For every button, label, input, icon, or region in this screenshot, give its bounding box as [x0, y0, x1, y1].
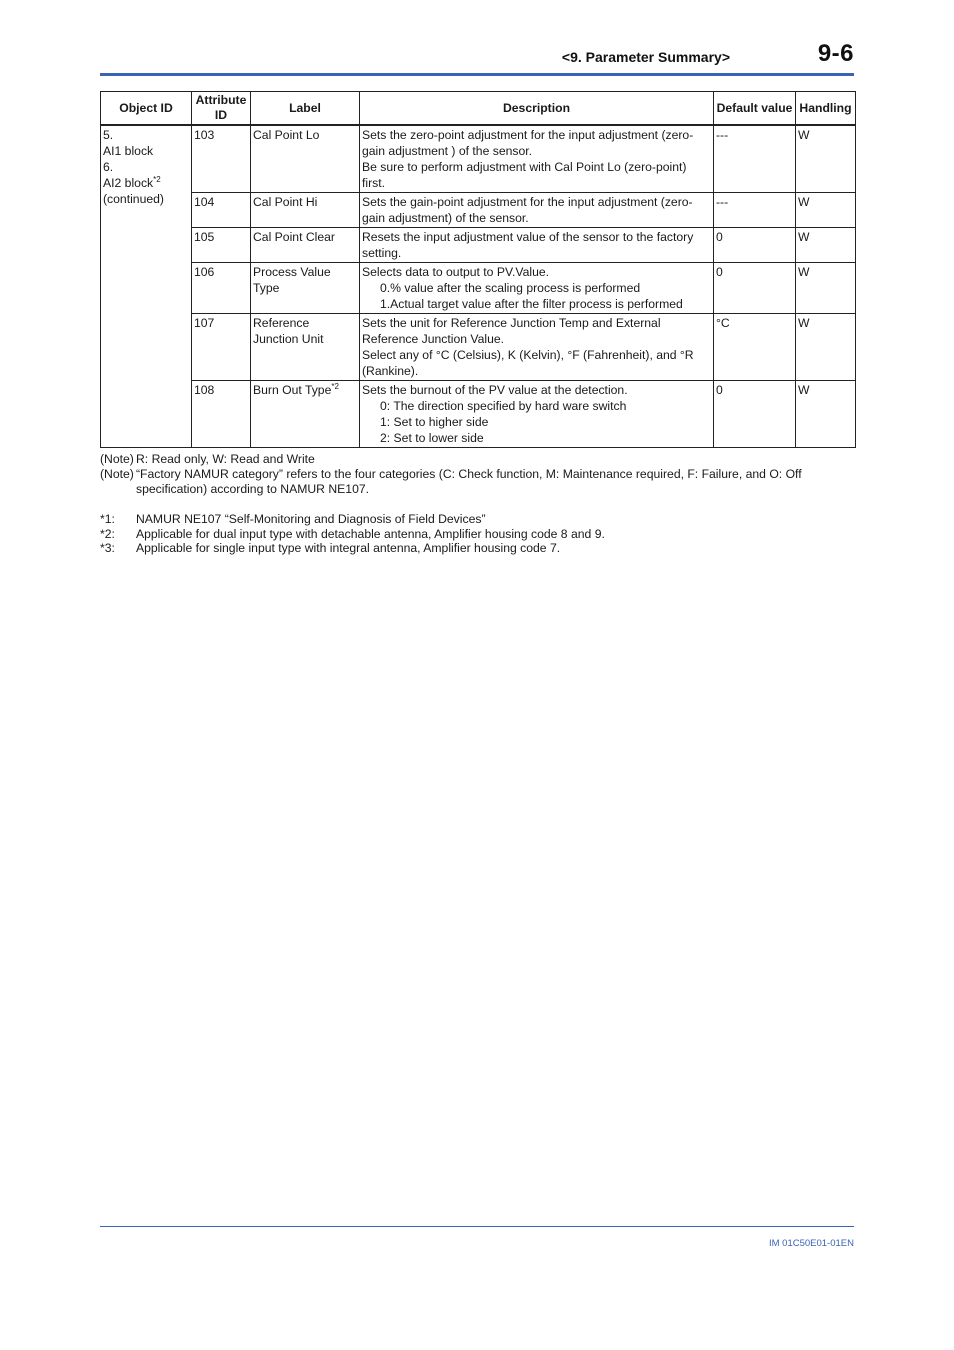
label-cell: Reference Junction Unit — [251, 314, 360, 381]
footnote-tag: *1: — [100, 512, 115, 526]
footnote-text: Applicable for single input type with integral antenna, Amplifier housing code 7. — [136, 541, 561, 555]
column-header: Handling — [796, 92, 856, 126]
description-cell — [360, 263, 714, 314]
footnote-ref: *2 — [331, 381, 339, 391]
handling-cell: W — [796, 263, 856, 314]
note-text: R: Read only, W: Read and Write — [136, 452, 315, 466]
footer-rule — [100, 1226, 854, 1227]
label-cell: Cal Point Hi — [251, 193, 360, 228]
label-cell: Process Value Type — [251, 263, 360, 314]
label-cell: Cal Point Clear — [251, 228, 360, 263]
table-row — [101, 228, 856, 263]
footnote — [100, 541, 854, 556]
attribute-id-cell: 108 — [192, 381, 251, 448]
attribute-id-cell: 106 — [192, 263, 251, 314]
header-rule — [100, 73, 854, 76]
description-line: Sets the gain-point adjustment for the input adjustment (zero-gain adjustment) of the sensor. — [362, 195, 693, 225]
footnote — [100, 512, 854, 527]
note — [100, 452, 854, 467]
description-line: Selects data to output to PV.Value. — [362, 265, 550, 279]
label-cell — [251, 381, 360, 448]
description-line: Sets the zero-point adjustment for the input adjustment (zero-gain adjustment ) of the sensor. — [362, 128, 694, 158]
attribute-id-cell: 105 — [192, 228, 251, 263]
column-header: Default value — [714, 92, 796, 126]
notes-section — [100, 452, 854, 497]
object-line: AI1 block — [103, 144, 154, 158]
handling-cell: W — [796, 193, 856, 228]
handling-cell: W — [796, 125, 856, 193]
object-line: (continued) — [103, 192, 164, 206]
description-option: 2: Set to lower side — [380, 431, 484, 445]
column-header: Attribute ID — [192, 92, 251, 126]
page-number: 9-6 — [817, 40, 854, 67]
description-cell — [360, 125, 714, 193]
description-cell — [360, 381, 714, 448]
default-value-cell: 0 — [714, 381, 796, 448]
description-cell — [360, 193, 714, 228]
object-id-cell — [101, 125, 192, 448]
parameter-table — [100, 91, 856, 448]
note-text: “Factory NAMUR category” refers to the four categories (C: Check function, M: Maintenance required, F: Failure, and O: Off specification) according to NAMUR NE107. — [136, 467, 802, 496]
description-option: 1: Set to higher side — [380, 415, 489, 429]
default-value-cell: 0 — [714, 263, 796, 314]
table-row — [101, 125, 856, 193]
footnote-tag: *3: — [100, 541, 115, 555]
description-option: 1.Actual target value after the filter process is performed — [380, 297, 683, 311]
attribute-id-cell: 103 — [192, 125, 251, 193]
object-line — [103, 175, 189, 191]
column-header: Object ID — [101, 92, 192, 126]
note-tag: (Note) — [100, 467, 134, 481]
attribute-id-cell: 107 — [192, 314, 251, 381]
object-line: 6. — [103, 160, 114, 174]
attribute-id-cell: 104 — [192, 193, 251, 228]
description-line: Sets the unit for Reference Junction Temp and External Reference Junction Value. — [362, 316, 661, 346]
table-row — [101, 314, 856, 381]
column-header: Label — [251, 92, 360, 126]
column-header: Description — [360, 92, 714, 126]
description-line: Be sure to perform adjustment with Cal Point Lo (zero-point) first. — [362, 160, 687, 190]
section-title: <9. Parameter Summary> — [561, 49, 730, 65]
page-header — [100, 40, 854, 76]
footnote-tag: *2: — [100, 526, 115, 541]
label-text: Burn Out Type — [253, 383, 332, 397]
table-row — [101, 263, 856, 314]
table-row — [101, 381, 856, 448]
default-value-cell: °C — [714, 314, 796, 381]
footnote-text: NAMUR NE107 “Self-Monitoring and Diagnosis of Field Devices” — [136, 512, 486, 526]
table-row — [101, 193, 856, 228]
default-value-cell: --- — [714, 125, 796, 193]
table-header-row — [101, 92, 856, 126]
default-value-cell: --- — [714, 193, 796, 228]
label-cell: Cal Point Lo — [251, 125, 360, 193]
object-ai2-label: AI2 block — [103, 176, 154, 190]
description-line: Resets the input adjustment value of the sensor to the factory setting. — [362, 230, 694, 260]
footnote-text: Applicable for dual input type with detachable antenna, Amplifier housing code 8 and 9. — [136, 526, 605, 541]
object-line: 5. — [103, 128, 114, 142]
description-cell — [360, 314, 714, 381]
default-value-cell: 0 — [714, 228, 796, 263]
description-option: 0.% value after the scaling process is performed — [380, 281, 641, 295]
footnote-ref: *2 — [153, 174, 161, 184]
note — [100, 467, 854, 497]
description-cell — [360, 228, 714, 263]
description-line: Select any of °C (Celsius), K (Kelvin), °F (Fahrenheit), and °R (Rankine). — [362, 348, 694, 378]
footnote — [100, 527, 854, 542]
description-option: 0: The direction specified by hard ware switch — [380, 399, 627, 413]
document-code: IM 01C50E01-01EN — [768, 1238, 854, 1249]
footnotes-section — [100, 512, 854, 556]
description-line: Sets the burnout of the PV value at the detection. — [362, 383, 628, 397]
handling-cell: W — [796, 381, 856, 448]
note-tag: (Note) — [100, 452, 134, 466]
handling-cell: W — [796, 228, 856, 263]
handling-cell: W — [796, 314, 856, 381]
